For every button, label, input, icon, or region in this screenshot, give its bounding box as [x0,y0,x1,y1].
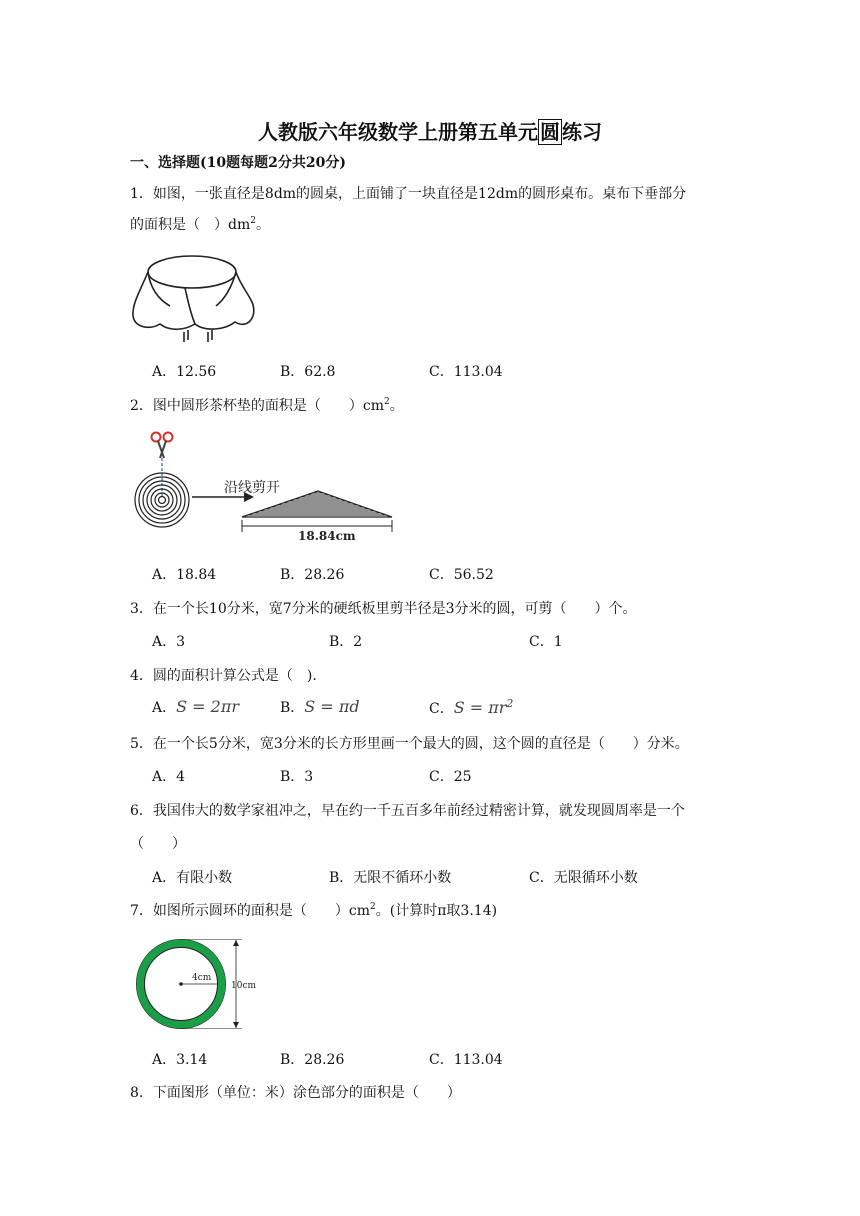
q7-end: 。(计算时π取3.14) [375,903,498,919]
q6-option-c[interactable]: C．无限循环小数 [529,870,638,886]
q4-option-b-label: B． [280,700,305,716]
q2-option-a[interactable]: A．18.84 [152,567,217,583]
q1-line2-text: 的面积是（ ）dm [130,217,251,233]
q1-option-b[interactable]: B．62.8 [280,364,336,380]
q4-option-a-formula: S = 2πr [176,697,240,716]
q3-question: 3．在一个长10分米，宽7分米的硬纸板里剪半径是3分米的圆，可剪（ ）个。 [130,601,637,617]
q6-line2: （ ） [130,836,186,852]
q4-option-a[interactable] [152,697,239,717]
q4-option-c[interactable] [429,697,513,718]
ring-figure [128,932,268,1038]
q5-option-b[interactable]: B．3 [280,769,314,785]
coaster-circles [135,473,189,527]
table-leg [208,330,212,342]
table-cloth-figure [130,246,260,346]
q3-option-a[interactable]: A．3 [152,634,186,650]
q5-option-a[interactable]: A．4 [152,769,186,785]
q1-line2-end: 。 [255,217,270,233]
q1-option-c[interactable]: C．113.04 [429,364,503,380]
table-top-ellipse [148,256,236,288]
q4-option-c-sup: 2 [506,697,514,710]
q6-line1: 6．我国伟大的数学家祖冲之，早在约一千五百多年前经过精密计算，就发现圆周率是一个 [130,803,685,819]
q2-text: 2．图中圆形茶杯垫的面积是（ ）cm [130,398,385,414]
q1-unit-sup: 2 [250,216,256,226]
scissors-icon [152,433,173,459]
title-text-end: 练习 [562,120,602,144]
q8-question: 8．下面图形（单位：米）涂色部分的面积是（ ） [130,1085,461,1101]
outer-diameter-label: 10cm [231,981,257,991]
table-cloth-fold [185,288,195,324]
q7-option-c[interactable]: C．113.04 [429,1052,503,1068]
q5-question: 5．在一个长5分米，宽3分米的长方形里画一个最大的圆，这个圆的直径是（ ）分米。 [130,736,689,752]
q2-question [130,395,404,415]
title-boxed-char: 圆 [540,120,560,144]
q2-end: 。 [389,398,404,414]
q7-text: 7．如图所示圆环的面积是（ ）cm [130,903,371,919]
q2-option-b[interactable]: B．28.26 [280,567,345,583]
q7-option-b[interactable]: B．28.26 [280,1052,345,1068]
q7-unit-sup: 2 [370,902,376,912]
q6-option-b[interactable]: B．无限不循环小数 [329,870,452,886]
cut-label: 沿线剪开 [224,480,280,496]
q1-line1: 1．如图，一张直径是8dm的圆桌，上面铺了一块直径是12dm的圆形桌布。桌布下垂部分 [130,186,687,202]
q5-option-c[interactable]: C．25 [429,769,472,785]
coaster-figure [130,428,405,552]
section-heading: 一、选择题(10题每题2分共20分) [130,155,346,171]
q4-question: 4．圆的面积计算公式是（ ). [130,668,317,684]
q3-option-c[interactable]: C．1 [529,634,563,650]
inner-radius-label: 4cm [192,973,212,983]
q2-unit-sup: 2 [384,397,390,407]
q1-option-a[interactable]: A．12.56 [152,364,217,380]
q4-option-a-label: A． [152,700,177,716]
q4-option-b[interactable] [280,697,360,717]
q3-option-b[interactable]: B．2 [329,634,363,650]
q4-option-c-label: C． [429,701,454,717]
arrow-down-icon [233,1022,239,1028]
q7-option-a[interactable]: A．3.14 [152,1052,208,1068]
q6-option-a[interactable]: A．有限小数 [152,870,233,886]
page-title [0,116,860,145]
arrow-up-icon [233,940,239,946]
table-leg [184,330,188,342]
q4-option-c-formula: S = πr [453,698,507,717]
q1-line2 [130,214,270,234]
title-text: 人教版六年级数学上册第五单元 [258,120,538,144]
q2-option-c[interactable]: C．56.52 [429,567,494,583]
table-cloth-fold [148,272,170,306]
q4-option-b-formula: S = πd [304,697,360,716]
length-label: 18.84cm [298,529,356,543]
q7-question [130,900,497,920]
